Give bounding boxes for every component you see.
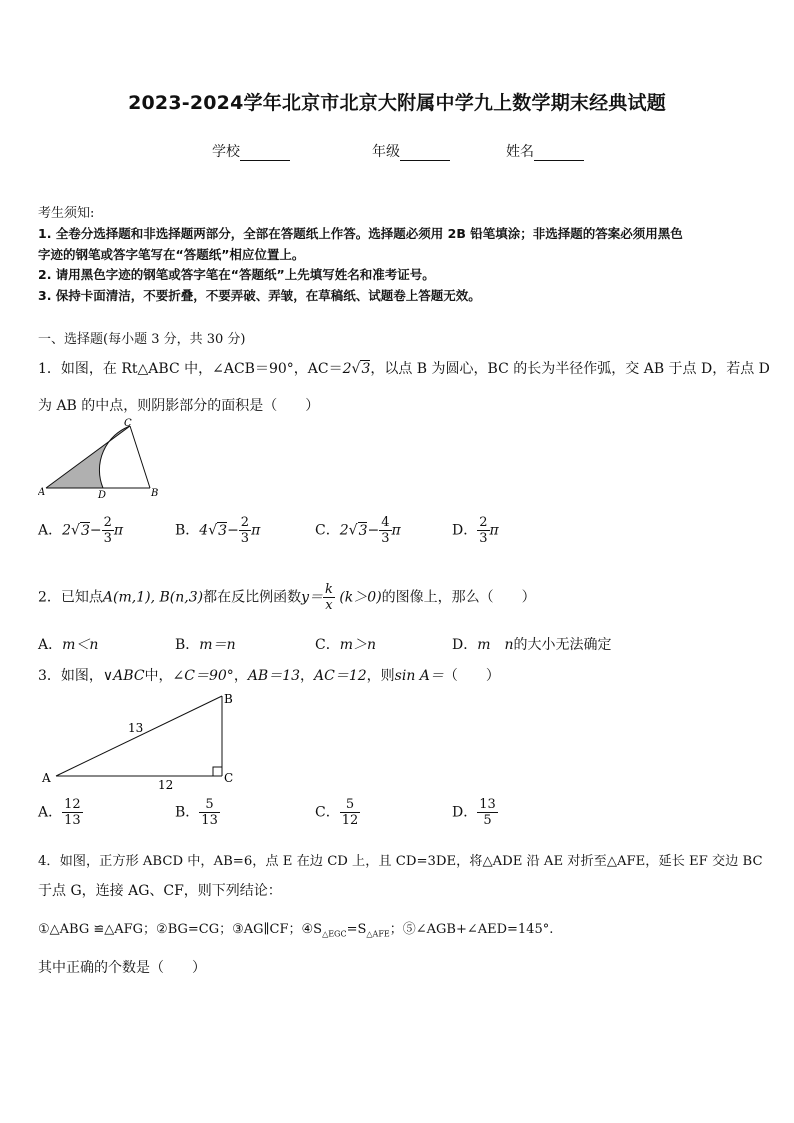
q1-figure <box>38 418 168 500</box>
q2-option-b[interactable]: B．m＝n <box>175 637 236 653</box>
q1-label-c: C <box>124 418 132 429</box>
q3-side-ab <box>56 696 222 776</box>
q1-option-a[interactable]: A．2√3− $\frac{2}{3}$ π <box>38 515 124 546</box>
q1-label-d: D <box>98 490 107 500</box>
q1-label-b: B <box>151 488 159 499</box>
section-heading: 一、选择题(每小题 3 分，共 30 分) <box>38 332 246 347</box>
notice-heading: 考生须知: <box>38 206 95 221</box>
q1-stem-line-2: 为 AB 的中点，则阴影部分的面积是（ ） <box>38 398 320 414</box>
school-field <box>212 141 290 161</box>
school-blank <box>240 146 290 161</box>
q3-option-a[interactable]: A． $\frac{12}{13}$ <box>38 797 81 828</box>
notice-line-3: 3. 保持卡面清洁，不要折叠，不要弄破、弄皱，在草稿纸、试题卷上答题无效。 <box>38 288 481 303</box>
notice-line-2: 2. 请用黑色字迹的钢笔或答字笔在“答题纸”上先填写姓名和准考证号。 <box>38 267 435 282</box>
q3-label-base: 12 <box>158 778 174 792</box>
q2-option-d[interactable]: D．m n的大小无法确定 <box>452 637 612 653</box>
q3-right-angle-mark <box>213 767 222 776</box>
q1-arc <box>99 426 130 488</box>
q4-question: 其中正确的个数是（ ） <box>38 960 206 976</box>
q3-label-a: A <box>42 771 51 785</box>
q3-stem: 3．如图，∨ABC中，∠C＝90°，AB＝13，AC＝12，则sin A＝（ ） <box>38 668 500 684</box>
q4-statements: ①△ABG ≌△AFG；②BG=CG；③AG∥CF；$④S_{\triangle EGC}=S_{\triangle AFE}$；⑤∠AGB+∠AED=145°. <box>38 922 554 939</box>
q3-label-c: C <box>224 771 234 785</box>
name-blank <box>534 146 584 161</box>
notice-line-1b: 字迹的钢笔或答字笔写在“答题纸”相应位置上。 <box>38 247 305 262</box>
q1-label-a: A <box>38 487 46 498</box>
q3-label-b: B <box>224 692 233 706</box>
notice-line-1: 1. 全卷分选择题和非选择题两部分，全部在答题纸上作答。选择题必须用 2B 铅笔填涂；非选择题的答案必须用黑色 <box>38 226 683 241</box>
q4-stem-line-1: 4．如图，正方形 ABCD 中，AB=6，点 E 在边 CD 上，且 CD=3DE，将△ADE 沿 AE 对折至△AFE，延长 EF 交边 BC <box>38 854 763 869</box>
q1-option-b[interactable]: B．4√3− $\frac{2}{3}$ π <box>175 515 261 546</box>
q4-stem-line-2: 于点 G，连接 AG、CF，则下列结论： <box>38 883 282 899</box>
q3-option-d[interactable]: D． $\frac{13}{5}$ <box>452 797 496 828</box>
name-field <box>506 141 584 161</box>
q1-option-d[interactable]: D． $\frac{2}{3}$ π <box>452 515 499 546</box>
q3-label-hyp: 13 <box>128 721 144 735</box>
q2-option-c[interactable]: C．m＞n <box>315 637 377 653</box>
school-label: 学校 <box>212 144 240 160</box>
q2-option-a[interactable]: A．m＜n <box>38 637 99 653</box>
grade-label: 年级 <box>372 144 400 160</box>
q1-side-bc <box>130 426 150 488</box>
grade-blank <box>400 146 450 161</box>
q3-figure <box>36 690 246 792</box>
q1-stem-line-1: 1．如图，在 Rt△ABC 中，∠ACB＝90°，AC＝2√3，以点 B 为圆心，BC 的长为半径作弧，交 AB 于点 D，若点 D <box>38 361 770 377</box>
name-label: 姓名 <box>506 144 534 160</box>
page-title: 2023-2024学年北京市北京大附属中学九上数学期末经典试题 <box>128 92 666 114</box>
q3-option-b[interactable]: B． $\frac{5}{13}$ <box>175 797 218 828</box>
grade-field <box>372 141 450 161</box>
q1-option-c[interactable]: C．2√3− $\frac{4}{3}$ π <box>315 515 401 546</box>
q3-option-c[interactable]: C． $\frac{5}{12}$ <box>315 797 359 828</box>
q2-stem: 2．已知点A(m,1), B(n,3)都在反比例函数y＝ $\frac{k}{x}$ (k＞0)的图像上，那么（ ） <box>38 582 536 613</box>
